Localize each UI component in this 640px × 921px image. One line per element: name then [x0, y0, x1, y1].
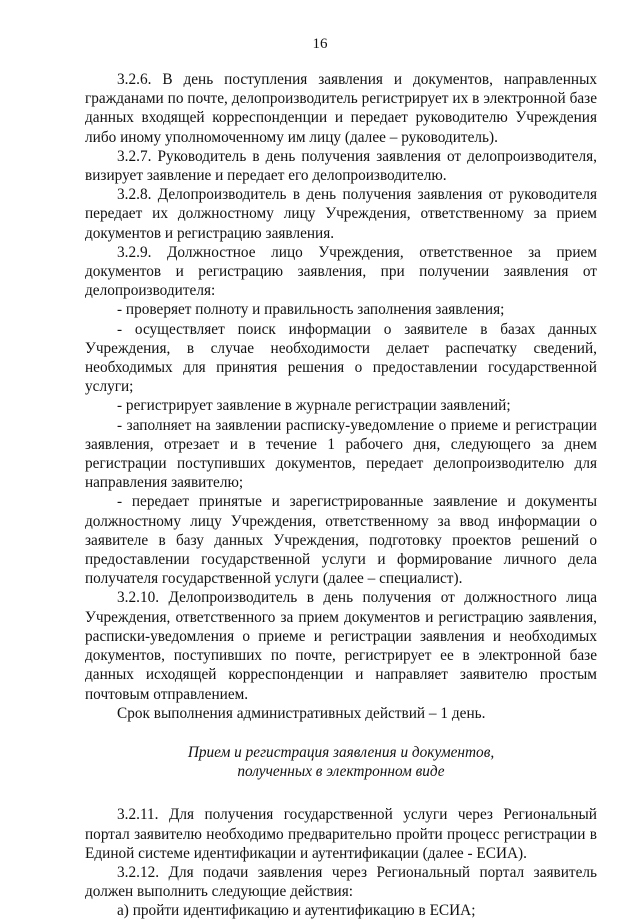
paragraph-3-2-8: 3.2.8. Делопроизводитель в день получения заявления от руководителя передает их должностному лицу Учреждения, ответственному за прием документов и регистрацию заявления.	[85, 186, 597, 242]
section-heading	[85, 743, 597, 781]
paragraph-3-2-7: 3.2.7. Руководитель в день получения заявления от делопроизводителя, визирует заявление и передает его делопроизводителю.	[85, 147, 597, 185]
paragraph-3-2-6: 3.2.6. В день поступления заявления и документов, направленных гражданами по почте, делопроизводитель регистрирует их в электронной базе данных входящей корреспонденции и передает руководителю Учреждения либо иному уполномоченному им лицу (далее – руководитель).	[85, 71, 597, 146]
paragraph-3-2-9: 3.2.9. Должностное лицо Учреждения, ответственное за прием документов и регистрацию заявления, при получении заявления от делопроизводителя:	[85, 243, 597, 300]
section-heading-line: полученных в электронном виде	[237, 763, 445, 781]
paragraph-3-2-12: 3.2.12. Для подачи заявления через Региональный портал заявитель должен выполнить следующие действия:	[85, 863, 597, 901]
document-body	[85, 70, 597, 921]
list-item: а) пройти идентификацию и аутентификацию в ЕСИА;	[117, 902, 476, 920]
deadline-note: Срок выполнения административных действий – 1 день.	[117, 704, 486, 722]
list-item: - передает принятые и зарегистрированные заявление и документы должностному лицу Учреждения, ответственному за ввод информации о заявителе в базу данных Учреждения, подготовку проектов решений о предоставлении государственной услуги и формирование личного дела получателя государственной услуги (далее – специалист).	[85, 493, 597, 588]
list-item: - регистрирует заявление в журнале регистрации заявлений;	[117, 397, 511, 415]
list-item: - заполняет на заявлении расписку-уведомление о приеме и регистрации заявления, отрезает и в течение 1 рабочего дня, следующего за днем регистрации поступивших документов, передает делопроизводителю для направления заявителю;	[85, 416, 597, 492]
list-item: - проверяет полноту и правильность заполнения заявления;	[117, 301, 505, 319]
paragraph-3-2-10: 3.2.10. Делопроизводитель в день получения от должностного лица Учреждения, ответственного за прием документов и регистрацию заявления, расписки-уведомления о приеме и регистрации заявления и необходимых документов, поступивших по почте, регистрирует ее в электронной базе данных исходящей корреспонденции и направляет заявителю простым почтовым отправлением.	[85, 589, 597, 703]
page-number: 16	[312, 36, 328, 52]
list-item: - осуществляет поиск информации о заявителе в базах данных Учреждения, в случае необходимости делает распечатку сведений, необходимых для принятия решения о предоставлении государственной услуги;	[85, 320, 597, 396]
paragraph-3-2-11: 3.2.11. Для получения государственной услуги через Региональный портал заявителю необходимо предварительно пройти процесс регистрации в Единой системе идентификации и аутентификации (далее - ЕСИА).	[85, 806, 597, 862]
section-heading-line: Прием и регистрация заявления и документов,	[187, 743, 495, 761]
